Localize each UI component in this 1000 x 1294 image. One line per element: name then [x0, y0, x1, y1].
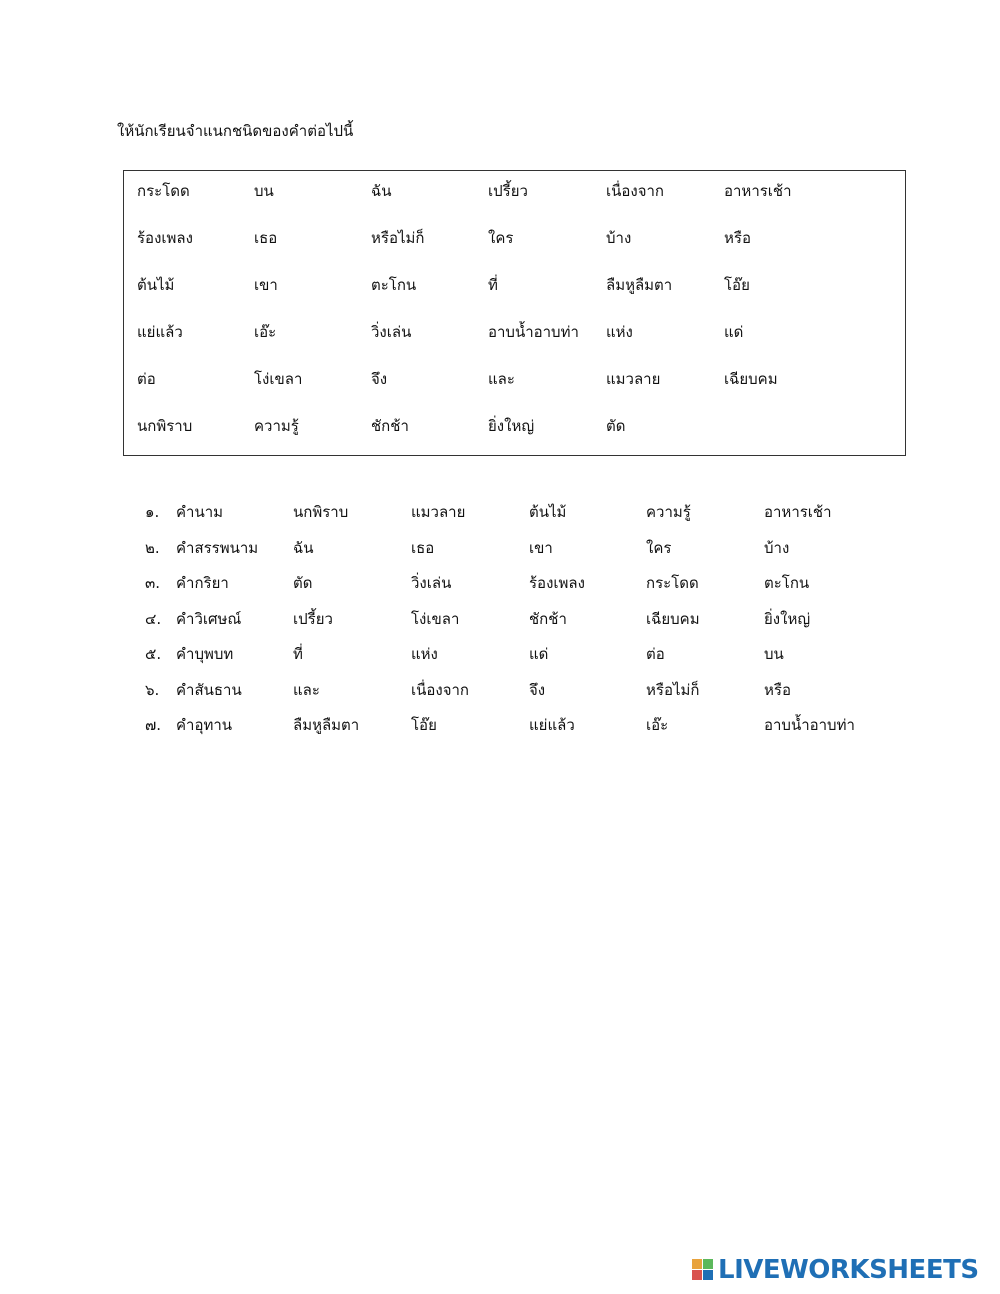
answer-number: ๑. [145, 503, 160, 521]
word-box-cell: แด่ [724, 323, 744, 341]
word-box-cell: ต่อ [137, 370, 156, 388]
answer-word: อาบน้ำอาบท่า [764, 716, 855, 734]
answer-word: เนื่องจาก [411, 681, 470, 699]
answer-word: ยิ่งใหญ่ [764, 610, 811, 628]
answer-word: หรือไม่ก็ [646, 681, 700, 699]
word-box-cell: ความรู้ [254, 417, 299, 435]
answer-word: ฉัน [293, 539, 314, 557]
answer-word: ตัด [293, 574, 313, 592]
word-box-cell: วิ่งเล่น [371, 323, 412, 341]
answer-category: คำสรรพนาม [176, 539, 259, 557]
answer-word: อาหารเช้า [764, 503, 832, 521]
instruction-text: ให้นักเรียนจำแนกชนิดของคำต่อไปนี้ [117, 122, 354, 140]
answer-word: ชักช้า [529, 610, 567, 628]
word-box-row [137, 367, 897, 391]
word-box-cell: ยิ่งใหญ่ [488, 417, 535, 435]
answer-row [145, 571, 905, 595]
logo-text: LIVEWORKSHEETS [718, 1255, 979, 1285]
answer-row [145, 536, 905, 560]
answer-category: คำกริยา [176, 574, 229, 592]
word-box-row [137, 320, 897, 344]
answer-word: แห่ง [411, 645, 438, 663]
word-box-cell: อาหารเช้า [724, 182, 792, 200]
liveworksheets-logo [692, 1256, 979, 1284]
word-box [123, 170, 906, 456]
word-box-cell: นกพิราบ [137, 417, 193, 435]
answer-word: ต้นไม้ [529, 503, 567, 521]
word-box-cell: เธอ [254, 229, 278, 247]
answer-word: วิ่งเล่น [411, 574, 452, 592]
answer-word: และ [293, 681, 320, 699]
word-box-cell: บ้าง [606, 229, 632, 247]
word-box-cell: แมวลาย [606, 370, 661, 388]
word-box-row [137, 414, 897, 438]
answer-number: ๒. [145, 539, 160, 557]
answer-word: แมวลาย [411, 503, 466, 521]
word-box-cell: ใคร [488, 229, 514, 247]
word-box-cell: ต้นไม้ [137, 276, 175, 294]
answer-category: คำอุทาน [176, 716, 233, 734]
answer-number: ๗. [145, 716, 162, 734]
answer-word: ลืมหูลืมตา [293, 716, 360, 734]
answer-word: ใคร [646, 539, 672, 557]
answer-word: นกพิราบ [293, 503, 349, 521]
answer-number: ๕. [145, 645, 162, 663]
answer-word: เฉียบคม [646, 610, 700, 628]
logo-mark-icon [692, 1259, 714, 1281]
word-box-cell: เนื่องจาก [606, 182, 665, 200]
answer-word: ความรู้ [646, 503, 691, 521]
word-box-cell: และ [488, 370, 515, 388]
word-box-cell: ฉัน [371, 182, 392, 200]
answer-number: ๓. [145, 574, 161, 592]
word-box-cell: แย่แล้ว [137, 323, 183, 341]
answer-word: เขา [529, 539, 553, 557]
word-box-cell: กระโดด [137, 182, 190, 200]
answer-row [145, 642, 905, 666]
answer-word: เธอ [411, 539, 435, 557]
answer-row [145, 678, 905, 702]
word-box-row [137, 226, 897, 250]
word-box-cell: ร้องเพลง [137, 229, 193, 247]
answer-word: เปรี้ยว [293, 610, 333, 628]
answer-word: แย่แล้ว [529, 716, 575, 734]
word-box-cell: ที่ [488, 276, 498, 294]
word-box-cell: ชักช้า [371, 417, 409, 435]
word-box-cell: เฉียบคม [724, 370, 778, 388]
word-box-cell: โง่เขลา [254, 370, 303, 388]
word-box-cell: เปรี้ยว [488, 182, 528, 200]
answer-row [145, 713, 905, 737]
word-box-cell: ตะโกน [371, 276, 417, 294]
word-box-row [137, 179, 897, 203]
word-box-row [137, 273, 897, 297]
word-box-cell: เอ๊ะ [254, 323, 277, 341]
answer-word: หรือ [764, 681, 791, 699]
word-box-cell: แห่ง [606, 323, 633, 341]
word-box-cell: เขา [254, 276, 278, 294]
answer-word: จึง [529, 681, 546, 699]
answer-word: บน [764, 645, 784, 663]
word-box-cell: ลืมหูลืมตา [606, 276, 673, 294]
word-box-cell: โอ๊ย [724, 276, 750, 294]
word-box-cell: อาบน้ำอาบท่า [488, 323, 579, 341]
answer-word: บ้าง [764, 539, 790, 557]
word-box-cell: หรือ [724, 229, 751, 247]
answer-category: คำสันธาน [176, 681, 242, 699]
word-box-cell: จึง [371, 370, 388, 388]
answer-word: โง่เขลา [411, 610, 460, 628]
answer-number: ๖. [145, 681, 160, 699]
answer-row [145, 500, 905, 524]
answer-word: เอ๊ะ [646, 716, 669, 734]
answer-word: ต่อ [646, 645, 665, 663]
answer-category: คำนาม [176, 503, 224, 521]
answer-word: แด่ [529, 645, 549, 663]
answer-word: โอ๊ย [411, 716, 437, 734]
answer-word: ตะโกน [764, 574, 810, 592]
answer-row [145, 607, 905, 631]
answer-word: กระโดด [646, 574, 699, 592]
answer-word: ร้องเพลง [529, 574, 585, 592]
answer-category: คำบุพบท [176, 645, 234, 663]
word-box-cell: หรือไม่ก็ [371, 229, 425, 247]
answer-number: ๔. [145, 610, 162, 628]
answer-category: คำวิเศษณ์ [176, 610, 242, 628]
word-box-cell: ตัด [606, 417, 626, 435]
word-box-cell: บน [254, 182, 274, 200]
answer-word: ที่ [293, 645, 303, 663]
